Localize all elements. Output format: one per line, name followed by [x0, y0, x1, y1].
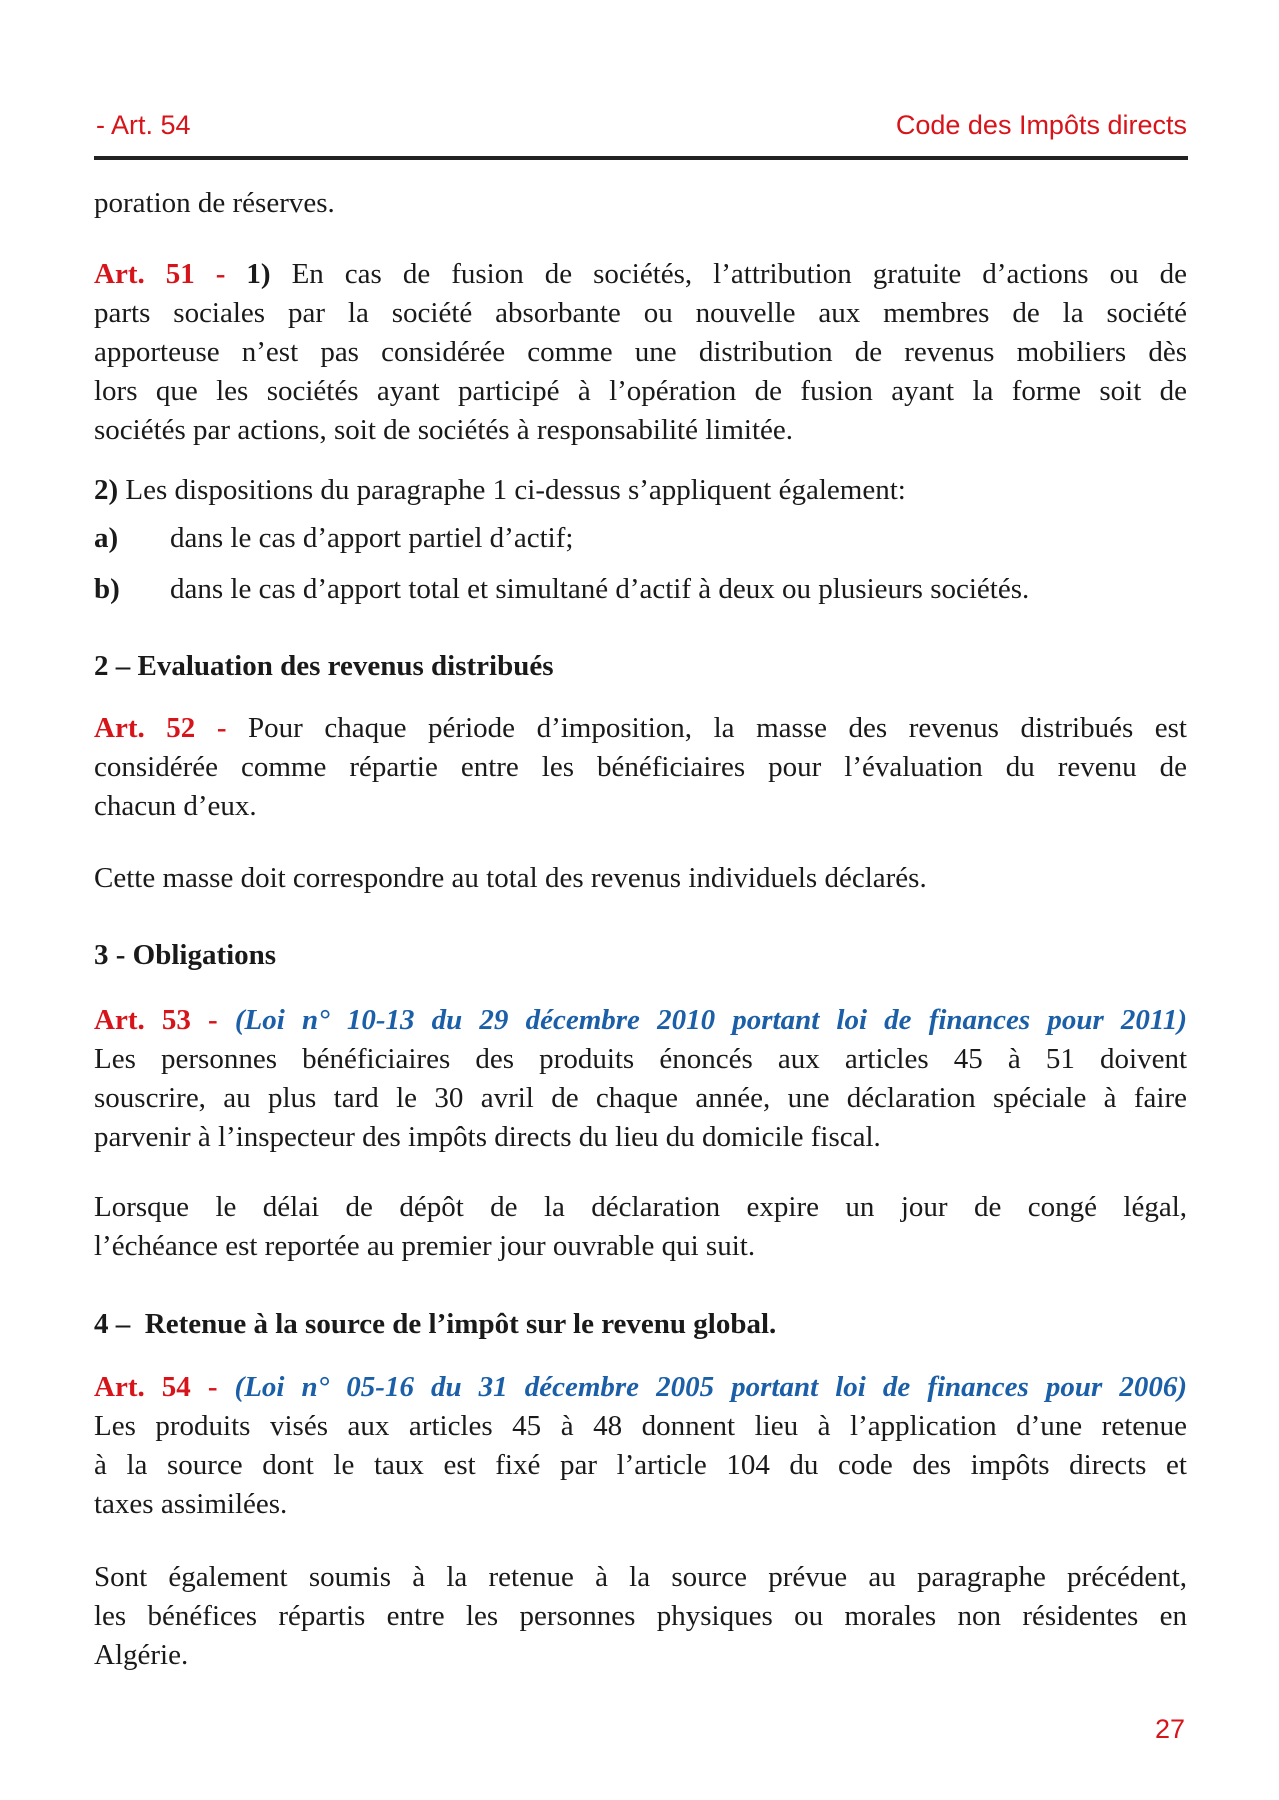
law-reference: (Loi n° 10-13 du 29 décembre 2010 portant loi de finances pour 2011): [234, 1004, 1187, 1036]
continuation-paragraph: [94, 184, 1187, 223]
list-item-label: a): [94, 522, 119, 554]
article-label: Art. 54 -: [94, 1371, 235, 1403]
article-51: [94, 255, 1187, 450]
text-line: parts sociales par la société absorbante ou nouvelle aux membres de la société: [94, 297, 1187, 329]
page-number: 27: [1154, 1714, 1185, 1744]
text-line: lors que les sociétés ayant participé à l’opération de fusion ayant la forme soit de: [94, 375, 1187, 407]
list-item-text: dans le cas d’apport partiel d’actif;: [170, 522, 574, 554]
paragraph-number: 2): [94, 474, 119, 506]
article-label: Art. 51 -: [94, 258, 247, 290]
article-label: Art. 52 -: [94, 712, 249, 744]
article-52-paragraph-2: [94, 859, 1187, 898]
text-line: les bénéfices répartis entre les personnes physiques ou morales non résidentes en: [94, 1600, 1187, 1632]
text-line: Pour chaque période d’imposition, la masse des revenus distribués est: [248, 712, 1187, 744]
text-line: Cette masse doit correspondre au total des revenus individuels déclarés.: [94, 862, 927, 894]
article-51-paragraph-2: [94, 471, 1187, 510]
text-line: Les dispositions du paragraphe 1 ci-dessus s’appliquent également:: [118, 474, 906, 506]
article-53: [94, 1001, 1187, 1157]
text-line: souscrire, au plus tard le 30 avril de chaque année, une déclaration spéciale à faire: [94, 1082, 1187, 1114]
text-line: chacun d’eux.: [94, 790, 257, 822]
article-53-paragraph-2: [94, 1188, 1187, 1266]
header-rule: [94, 156, 1188, 160]
running-header-article: - Art. 54: [96, 110, 191, 140]
list-item: [94, 519, 1187, 558]
article-54: [94, 1368, 1187, 1524]
article-54-paragraph-2: [94, 1558, 1187, 1675]
text-line: taxes assimilées.: [94, 1488, 288, 1520]
text-line: Les personnes bénéficiaires des produits énoncés aux articles 45 à 51 doivent: [94, 1043, 1187, 1075]
article-52: [94, 709, 1187, 826]
text-line: l’échéance est reportée au premier jour ouvrable qui suit.: [94, 1230, 756, 1262]
text-line: Algérie.: [94, 1639, 189, 1671]
running-header-title: Code des Impôts directs: [895, 110, 1187, 140]
text-line: considérée comme répartie entre les bénéficiaires pour l’évaluation du revenu de: [94, 751, 1187, 783]
text-line: parvenir à l’inspecteur des impôts directs du lieu du domicile fiscal.: [94, 1121, 881, 1153]
list-item-text: dans le cas d’apport total et simultané d’actif à deux ou plusieurs sociétés.: [170, 573, 1030, 605]
law-reference: (Loi n° 05-16 du 31 décembre 2005 portant loi de finances pour 2006): [234, 1371, 1187, 1403]
list-item: [94, 570, 1187, 609]
article-label: Art. 53 -: [94, 1004, 235, 1036]
text-line: à la source dont le taux est fixé par l’article 104 du code des impôts directs et: [94, 1449, 1187, 1481]
text-line: Les produits visés aux articles 45 à 48 donnent lieu à l’application d’une retenue: [94, 1410, 1187, 1442]
text-line: Lorsque le délai de dépôt de la déclaration expire un jour de congé légal,: [94, 1191, 1187, 1223]
text-line: En cas de fusion de sociétés, l’attribution gratuite d’actions ou de: [270, 258, 1187, 290]
text-line: poration de réserves.: [94, 187, 335, 219]
paragraph-number: 1): [246, 258, 271, 290]
list-item-label: b): [94, 573, 120, 605]
text-line: apporteuse n’est pas considérée comme une distribution de revenus mobiliers dès: [94, 336, 1187, 368]
section-heading-3: 3 - Obligations: [94, 939, 277, 971]
section-heading-4: 4 – Retenue à la source de l’impôt sur le revenu global.: [94, 1308, 777, 1340]
text-line: Sont également soumis à la retenue à la source prévue au paragraphe précédent,: [94, 1561, 1187, 1593]
section-heading-2: 2 – Evaluation des revenus distribués: [94, 650, 554, 682]
text-line: sociétés par actions, soit de sociétés à responsabilité limitée.: [94, 414, 794, 446]
